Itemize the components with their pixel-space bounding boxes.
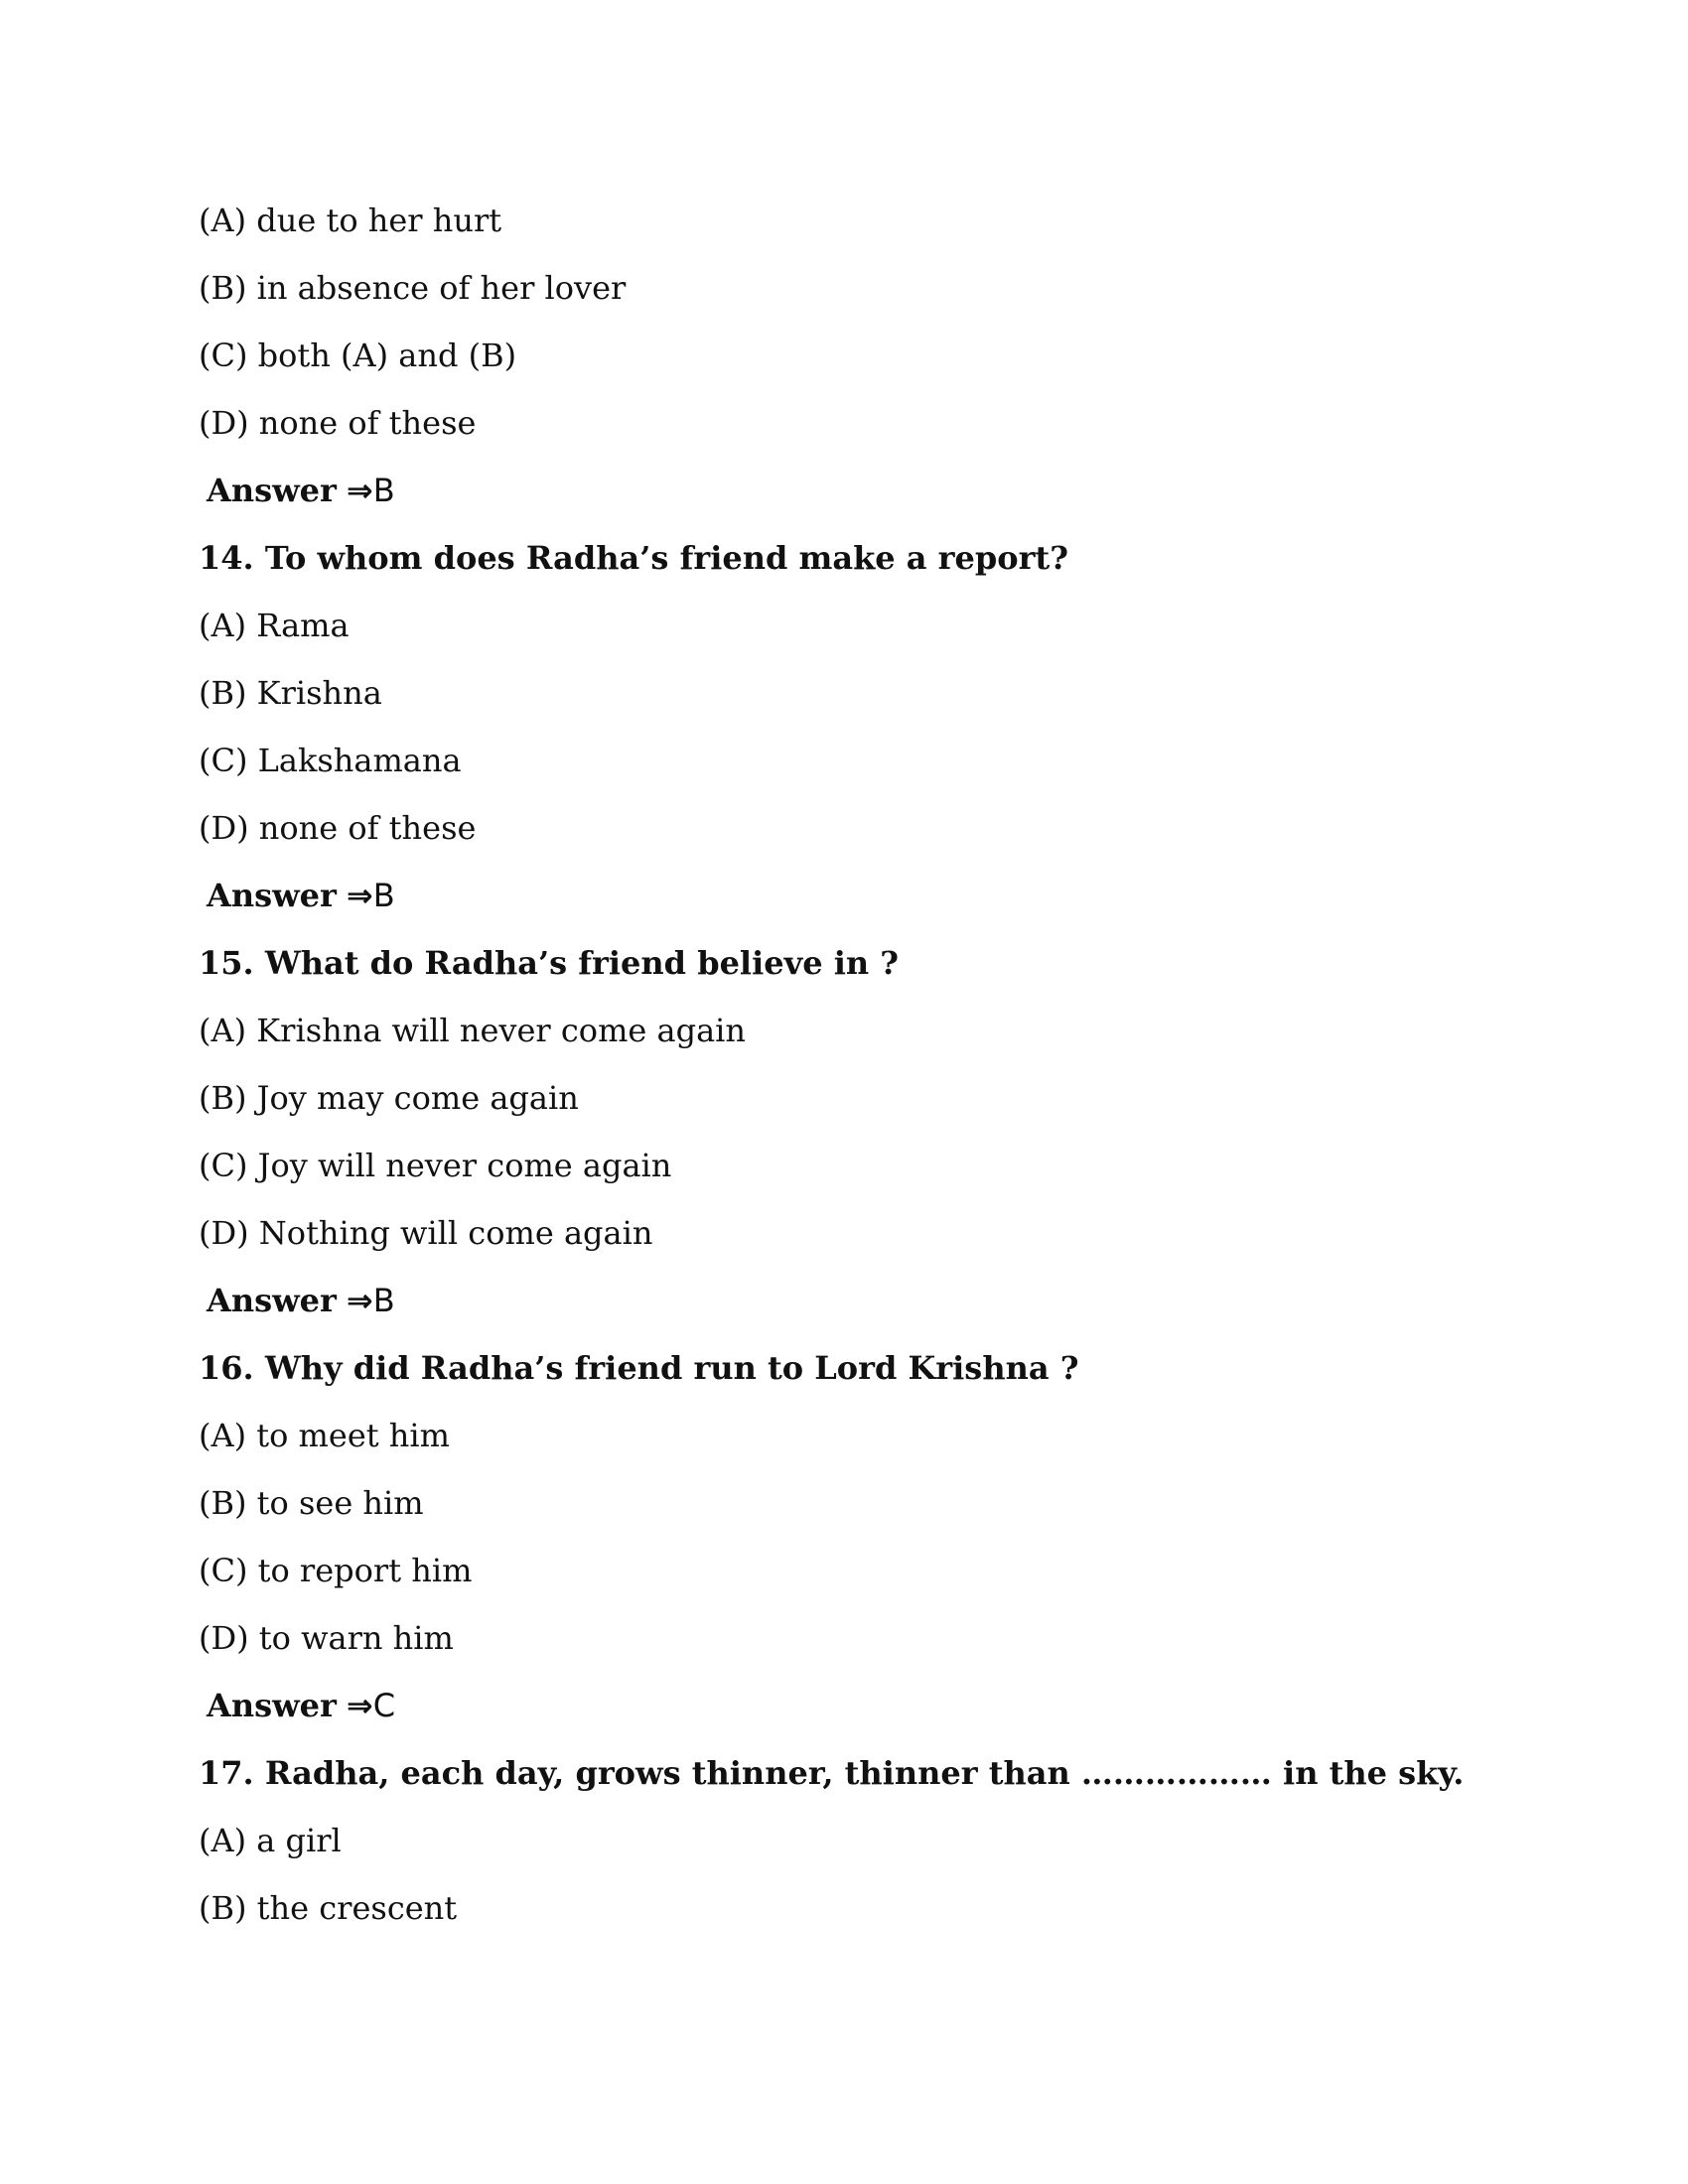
- q13-option-d: (D) none of these: [199, 404, 477, 442]
- q13-answer-arrow-icon: ⇒: [346, 472, 373, 509]
- q14-answer-value: B: [372, 877, 395, 914]
- q13-answer: [199, 467, 1489, 534]
- q14-answer-label: Answer: [207, 877, 337, 914]
- q14-answer-arrow-icon: ⇒: [346, 877, 373, 914]
- q15-answer-arrow-icon: ⇒: [346, 1282, 373, 1319]
- page-content: [199, 197, 1489, 1952]
- q14-option-b: (B) Krishna: [199, 674, 382, 712]
- q16-answer-label: Answer: [207, 1687, 337, 1724]
- q14-question: 14. To whom does Radha’s friend make a report?: [199, 539, 1068, 577]
- q14-answer: [199, 872, 1489, 939]
- q14-option-c: (C) Lakshamana: [199, 742, 462, 779]
- q13-option-c: (C) both (A) and (B): [199, 337, 517, 374]
- q16-answer-value: C: [372, 1687, 396, 1724]
- q14-option-d: (D) none of these: [199, 809, 477, 847]
- q13-option-b: (B) in absence of her lover: [199, 269, 627, 307]
- q14-option-a: (A) Rama: [199, 607, 350, 644]
- q13-answer-value: B: [372, 472, 395, 509]
- q15-answer-label: Answer: [207, 1282, 337, 1319]
- q16-option-a: (A) to meet him: [199, 1417, 450, 1454]
- q13-option-a: (A) due to her hurt: [199, 202, 502, 239]
- q15-option-a: (A) Krishna will never come again: [199, 1012, 746, 1049]
- q15-option-d: (D) Nothing will come again: [199, 1214, 653, 1252]
- q16-answer-arrow-icon: ⇒: [346, 1687, 373, 1724]
- q15-answer-value: B: [372, 1282, 395, 1319]
- q16-question: 16. Why did Radha’s friend run to Lord Krishna ?: [199, 1349, 1079, 1387]
- q13-answer-label: Answer: [207, 472, 337, 509]
- q16-option-b: (B) to see him: [199, 1484, 424, 1522]
- q15-option-c: (C) Joy will never come again: [199, 1147, 672, 1184]
- q16-option-d: (D) to warn him: [199, 1619, 454, 1657]
- q15-option-b: (B) Joy may come again: [199, 1079, 579, 1117]
- q17-question: 17. Radha, each day, grows thinner, thinner than ……………… in the sky.: [199, 1754, 1465, 1792]
- q15-question: 15. What do Radha’s friend believe in ?: [199, 944, 899, 982]
- q17-option-b: (B) the crescent: [199, 1889, 458, 1927]
- q16-answer: [199, 1682, 1489, 1749]
- q15-answer: [199, 1277, 1489, 1344]
- q16-option-c: (C) to report him: [199, 1552, 473, 1589]
- q17-option-a: (A) a girl: [199, 1822, 342, 1859]
